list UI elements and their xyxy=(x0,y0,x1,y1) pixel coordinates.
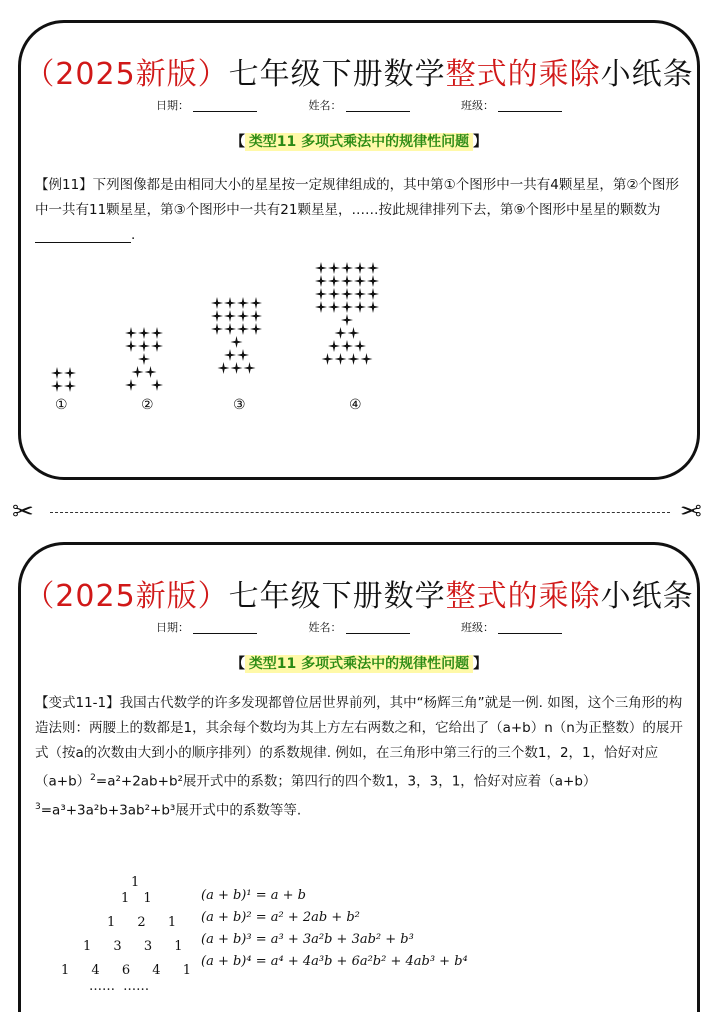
answer-blank xyxy=(35,228,131,243)
cut-line xyxy=(50,512,670,513)
star-icon xyxy=(367,288,379,300)
star-icon xyxy=(354,275,366,287)
exponent-2: 2 xyxy=(90,773,96,783)
star-icon xyxy=(138,340,150,352)
star-icon xyxy=(211,310,223,322)
date-label: 日期： xyxy=(156,621,189,634)
figure-label-3: ③ xyxy=(233,397,246,413)
title-topic: 整式的乘除 xyxy=(445,579,601,614)
star-figures xyxy=(21,253,703,443)
tri-num: 1 xyxy=(107,915,116,930)
star-icon xyxy=(361,353,373,365)
star-icon xyxy=(224,297,236,309)
type-label: 类型11 多项式乘法中的规律性问题 xyxy=(245,655,473,673)
star-icon xyxy=(250,297,262,309)
star-icon xyxy=(348,327,360,339)
star-icon xyxy=(354,301,366,313)
star-icon xyxy=(51,367,63,379)
star-icon xyxy=(125,379,137,391)
type-heading xyxy=(21,131,697,151)
star-icon xyxy=(354,262,366,274)
title-year: （2025新版） xyxy=(24,57,229,92)
name-label: 姓名： xyxy=(308,99,342,112)
expansion-1: (a + b)¹ = a + b xyxy=(201,888,306,903)
tri-num: 3 xyxy=(113,939,122,954)
variant-body-1: 【变式11-1】我国古代数学的许多发现都曾位居世界前列，其中“杨辉三角”就是一例. 如图，这个三角形的构造法则：两腰上的数都是1，其余每个数均为其上方左右两数之和，它给出了（a+b）n（n为正整数）的展开式（按a的次数由大到小的顺序排列）的系数规律. 例如，在三角形中第三行的三个数1，2，1，恰好对应（a+b） xyxy=(35,695,683,790)
title-grade: 七年级下册数学 xyxy=(228,579,446,614)
star-icon xyxy=(348,353,360,365)
star-icon xyxy=(341,275,353,287)
star-icon xyxy=(64,380,76,392)
star-icon xyxy=(322,353,334,365)
title-topic: 整式的乘除 xyxy=(445,57,601,92)
star-icon xyxy=(51,380,63,392)
figure-label-2: ② xyxy=(141,397,154,413)
expansion-3: (a + b)³ = a³ + 3a²b + 3ab² + b³ xyxy=(201,932,414,947)
star-icon xyxy=(231,362,243,374)
scissors-icon-left: ✂ xyxy=(12,497,34,527)
star-icon xyxy=(151,379,163,391)
star-icon xyxy=(224,349,236,361)
star-icon xyxy=(237,349,249,361)
type-heading-2 xyxy=(21,653,697,673)
star-icon xyxy=(237,323,249,335)
variant-body-3: =a³+3a²b+3ab²+b³展开式中的系数等等. xyxy=(40,802,302,818)
title-suffix: 小纸条 xyxy=(600,579,694,614)
figure-label-4: ④ xyxy=(349,397,362,413)
variant-text xyxy=(35,691,683,823)
page-title xyxy=(21,49,697,93)
triangle-row-4 xyxy=(83,939,183,954)
scissors-icon-right: ✂ xyxy=(680,497,702,527)
type-bracket-close: 】 xyxy=(473,134,488,150)
tri-num: 1 xyxy=(61,963,70,978)
date-blank xyxy=(193,623,257,634)
page-title-2 xyxy=(21,571,697,615)
tri-num: 2 xyxy=(137,915,146,930)
star-icon xyxy=(211,323,223,335)
problem-card-1 xyxy=(18,20,700,480)
star-icon xyxy=(335,327,347,339)
tri-dots: …… xyxy=(123,979,150,994)
class-label: 班级： xyxy=(461,621,494,634)
exponent-3: 3 xyxy=(35,801,41,812)
star-icon xyxy=(250,323,262,335)
star-icon xyxy=(244,362,256,374)
tri-num: 1 xyxy=(143,891,152,906)
figure-label-1: ① xyxy=(55,397,68,413)
triangle-row-1 xyxy=(131,875,139,890)
problem-body: 【例11】下列图像都是由相同大小的星星按一定规律组成的，其中第①个图形中一共有4颗星星，第②个图形中一共有11颗星星，第③个图形中一共有21颗星星，……按此规律排列下去，第⑨个图形中星星的颗数为 xyxy=(35,177,679,218)
star-icon xyxy=(341,314,353,326)
name-blank xyxy=(346,101,410,112)
binomial-expansions xyxy=(201,885,468,973)
info-fields-2 xyxy=(21,619,697,635)
star-icon xyxy=(341,301,353,313)
type-bracket-open: 【 xyxy=(230,656,245,672)
tri-num: 1 xyxy=(182,963,191,978)
expansion-4: (a + b)⁴ = a⁴ + 4a³b + 6a²b² + 4ab³ + b⁴ xyxy=(201,954,468,969)
date-blank xyxy=(193,101,257,112)
variant-body-2: =a²+2ab+b²展开式中的系数；第四行的四个数1，3，3，1，恰好对应着（a+b） xyxy=(95,773,597,790)
info-fields xyxy=(21,97,697,113)
star-icon xyxy=(328,262,340,274)
star-icon xyxy=(145,366,157,378)
star-icon xyxy=(231,336,243,348)
star-icon xyxy=(328,288,340,300)
tri-num: 4 xyxy=(152,963,161,978)
date-label: 日期： xyxy=(156,99,189,112)
tri-num: 1 xyxy=(131,875,140,890)
triangle-row-ellipsis xyxy=(89,979,149,994)
star-icon xyxy=(335,353,347,365)
tri-num: 3 xyxy=(143,939,153,954)
star-icon xyxy=(237,297,249,309)
tri-num: 1 xyxy=(174,939,183,954)
star-icon xyxy=(125,327,137,339)
triangle-row-2 xyxy=(121,891,152,906)
star-icon xyxy=(341,288,353,300)
tri-num: 1 xyxy=(83,939,92,954)
star-icon xyxy=(367,275,379,287)
star-icon xyxy=(218,362,230,374)
star-icon xyxy=(315,288,327,300)
name-label: 姓名： xyxy=(308,621,342,634)
star-icon xyxy=(354,288,366,300)
title-year: （2025新版） xyxy=(24,579,229,614)
star-icon xyxy=(138,353,150,365)
star-icon xyxy=(224,310,236,322)
class-blank xyxy=(498,101,562,112)
star-icon xyxy=(315,262,327,274)
star-icon xyxy=(250,310,262,322)
star-icon xyxy=(125,340,137,352)
tri-num: 1 xyxy=(167,915,177,930)
star-icon xyxy=(367,262,379,274)
star-icon xyxy=(224,323,236,335)
star-icon xyxy=(132,366,144,378)
type-label: 类型11 多项式乘法中的规律性问题 xyxy=(245,133,473,151)
star-icon xyxy=(151,340,163,352)
star-icon xyxy=(328,340,340,352)
star-icon xyxy=(341,340,353,352)
problem-card-2 xyxy=(18,542,700,1012)
name-blank xyxy=(346,623,410,634)
type-bracket-open: 【 xyxy=(230,134,245,150)
star-icon xyxy=(315,275,327,287)
star-icon xyxy=(328,275,340,287)
star-icon xyxy=(138,327,150,339)
title-grade: 七年级下册数学 xyxy=(228,57,446,92)
problem-text xyxy=(35,173,683,248)
star-icon xyxy=(315,301,327,313)
star-icon xyxy=(341,262,353,274)
star-icon xyxy=(354,340,366,352)
tri-num: 4 xyxy=(91,963,100,978)
triangle-row-3 xyxy=(107,915,176,930)
triangle-row-5 xyxy=(61,963,191,978)
star-icon xyxy=(211,297,223,309)
star-icon xyxy=(328,301,340,313)
title-suffix: 小纸条 xyxy=(600,57,694,92)
star-icon xyxy=(367,301,379,313)
problem-end: . xyxy=(131,227,136,243)
type-bracket-close: 】 xyxy=(473,656,488,672)
star-icon xyxy=(151,327,163,339)
tri-num: 6 xyxy=(121,963,131,978)
star-icon xyxy=(64,367,76,379)
class-label: 班级： xyxy=(461,99,494,112)
expansion-2: (a + b)² = a² + 2ab + b² xyxy=(201,910,360,925)
class-blank xyxy=(498,623,562,634)
tri-num: 1 xyxy=(121,891,130,906)
tri-dots: …… xyxy=(89,979,115,994)
star-icon xyxy=(237,310,249,322)
